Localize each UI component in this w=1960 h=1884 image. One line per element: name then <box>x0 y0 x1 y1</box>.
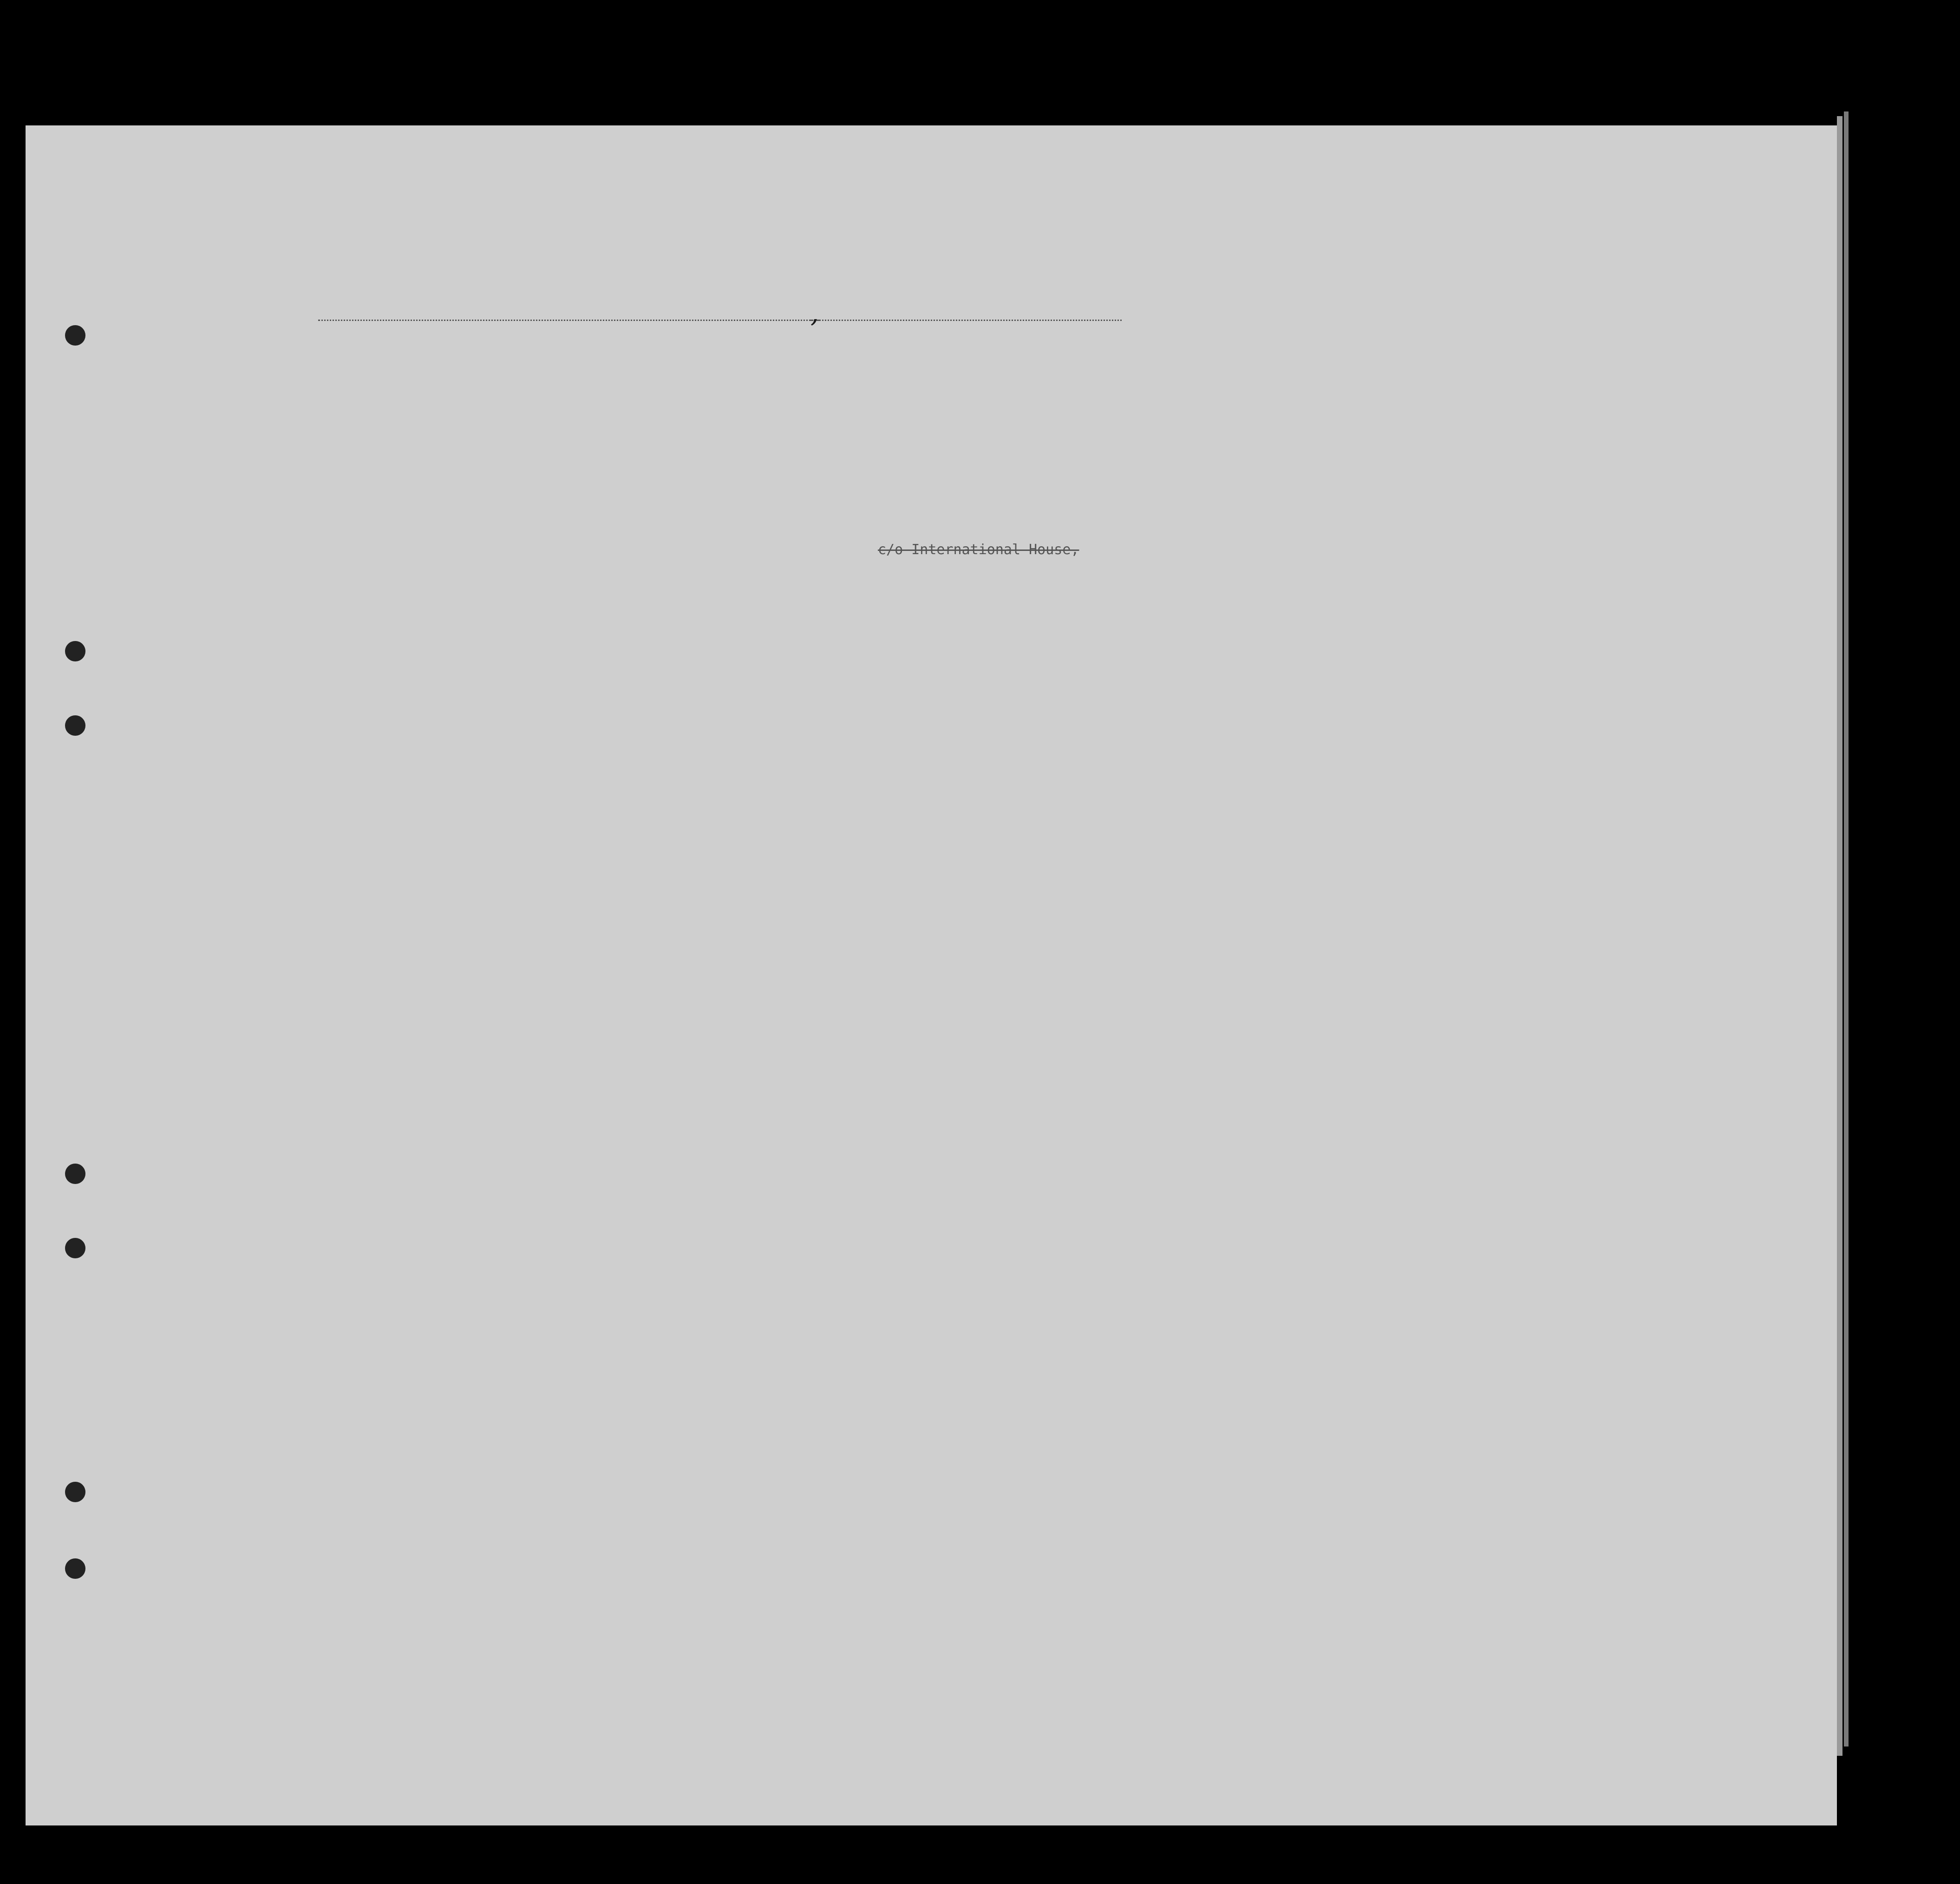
binding-hole <box>65 1238 85 1258</box>
header-feet <box>1546 581 1560 622</box>
comma-mark: , <box>810 298 819 328</box>
header-purpose-a <box>1087 413 1122 627</box>
binding-hole <box>65 715 85 736</box>
header-purpose-c <box>1163 413 1196 627</box>
header-col29 <box>1340 388 1375 625</box>
header-col30 <box>1377 388 1395 625</box>
header-col31 <box>1397 388 1414 625</box>
header-anarchist <box>1261 388 1280 625</box>
binding-hole <box>65 325 85 346</box>
manifest-page <box>26 125 1837 1825</box>
header-purpose-b <box>1126 413 1159 627</box>
header-col28 <box>1287 388 1331 625</box>
header-col25 <box>1205 388 1238 625</box>
binding-hole <box>65 1482 85 1502</box>
header-ticket <box>533 418 554 622</box>
binding-hole <box>65 641 85 661</box>
sheet-edge <box>1837 116 1842 1756</box>
header-possession-50 <box>653 390 671 622</box>
row1-join3-struck: c/o International House, <box>878 542 1079 558</box>
manifest-grid <box>26 125 1837 1825</box>
binding-hole <box>65 1164 85 1184</box>
header-inches <box>1567 571 1581 622</box>
binding-hole <box>65 1558 85 1579</box>
sheet-edge-2 <box>1844 111 1849 1747</box>
header-polygamist <box>1240 388 1259 625</box>
